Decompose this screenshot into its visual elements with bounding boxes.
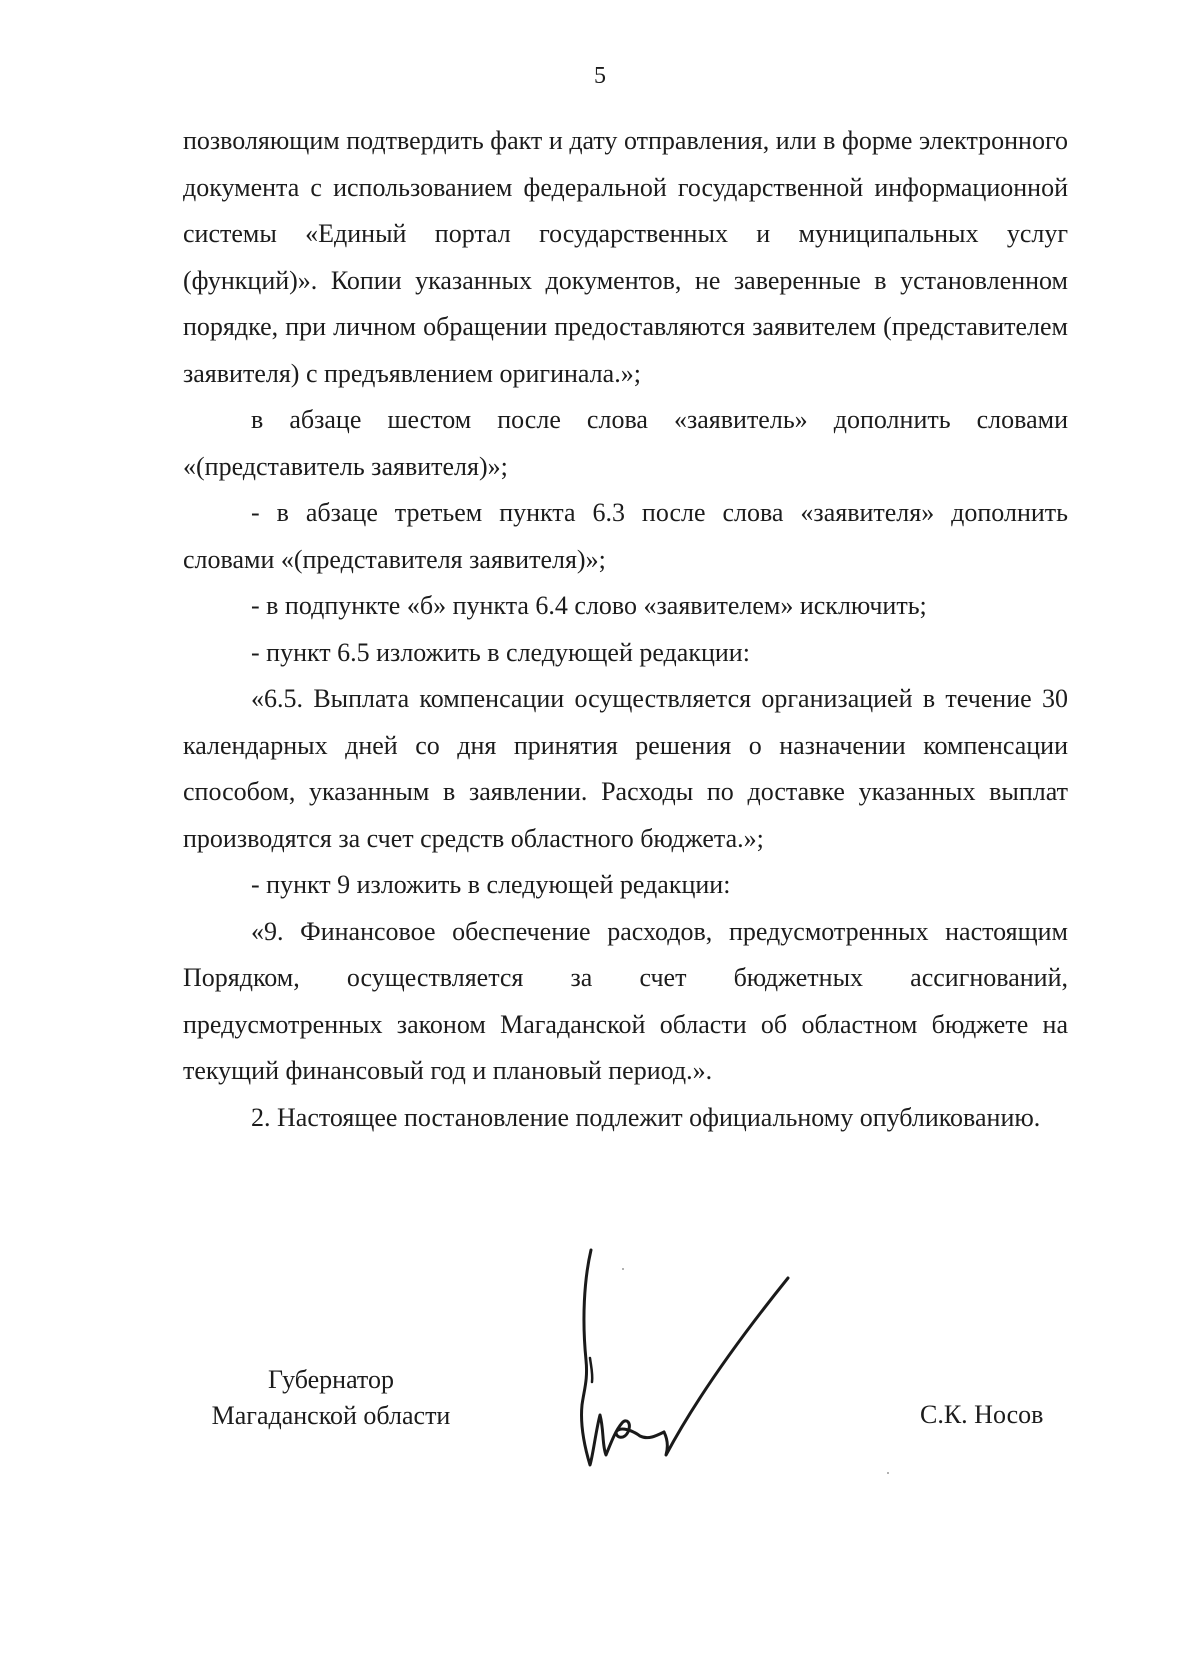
signatory-title-line1: Губернатор: [268, 1365, 394, 1394]
paragraph-continuation: позволяющим подтвердить факт и дату отправления, или в форме электронного документа с использованием федеральной государственной информационной системы «Единый портал государственных и муниципальных услуг (функций)». Копии указанных документов, не заверенные в установленном порядке, при личном обращении предоставляются заявителем (представителем заявителя) с предъявлением оригинала.»;: [183, 126, 1068, 388]
paragraph-new-6-5: «6.5. Выплата компенсации осуществляется организацией в течение 30 календарных дней со дня принятия решения о назначении компенсации способом, указанным в заявлении. Расходы по доставке указанных выплат производятся за счет средств областного бюджета.»;: [183, 684, 1068, 853]
paragraph-amendment-6-4: - в подпункте «б» пункта 6.4 слово «заявителем» исключить;: [251, 591, 927, 620]
paragraph-publication: 2. Настоящее постановление подлежит официальному опубликованию.: [251, 1102, 1041, 1132]
scan-speck: [887, 1472, 889, 1474]
paragraph-amendment-6-5-intro: - пункт 6.5 изложить в следующей редакции:: [251, 637, 750, 667]
signatory-name: С.К. Носов: [920, 1400, 1044, 1429]
document-body: [183, 118, 1068, 1141]
paragraph-amendment-6-3: - в абзаце третьем пункта 6.3 после слова «заявителя» дополнить словами «(представителя заявителя)»;: [183, 498, 1068, 574]
page-number: 5: [594, 63, 606, 89]
signatory-title: [186, 1362, 476, 1434]
paragraph-amendment-abzac-6: в абзаце шестом после слова «заявитель» дополнить словами «(представитель заявителя)»;: [183, 405, 1068, 481]
paragraph-amendment-9-intro: - пункт 9 изложить в следующей редакции:: [251, 870, 731, 899]
paragraph-new-9: «9. Финансовое обеспечение расходов, предусмотренных настоящим Порядком, осуществляется за счет бюджетных ассигнований, предусмотренных законом Магаданской области об областном бюджете на текущий финансовый год и плановый период.».: [183, 916, 1068, 1085]
scan-speck: [622, 1268, 624, 1270]
handwritten-signature: [560, 1240, 840, 1480]
signatory-title-line2: Магаданской области: [211, 1401, 451, 1430]
